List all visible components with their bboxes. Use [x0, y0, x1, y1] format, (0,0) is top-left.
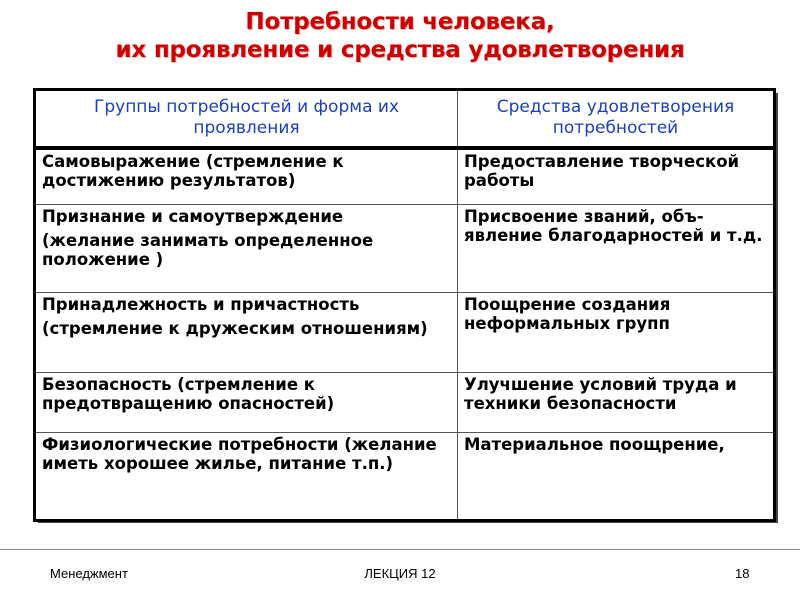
- need-text: Безопасность (стремление к предотвращению опасностей): [42, 375, 335, 413]
- table-row: [35, 148, 775, 205]
- need-description: (стремление к дружеским отношениям): [42, 319, 428, 338]
- header-needs-groups: Группы потребностей и форма их проявления: [35, 90, 458, 148]
- slide-title-line-2: их проявление и средства удовлетворения: [115, 37, 685, 63]
- means-cell: Присвоение званий, объ-явление благодарностей и т.д.: [458, 205, 775, 293]
- footer-divider: [0, 549, 800, 550]
- footer-course: Менеджмент: [50, 566, 128, 581]
- need-text: Физиологические потребности (желание иметь хорошее жилье, питание т.п.): [42, 435, 437, 473]
- need-cell: [35, 373, 458, 433]
- need-description: (желание занимать определенное положение ): [42, 231, 374, 269]
- needs-table-container: [33, 88, 773, 518]
- means-cell: Улучшение условий труда и техники безопасности: [458, 373, 775, 433]
- table-row: [35, 205, 775, 293]
- table-row: [35, 433, 775, 521]
- table-row: [35, 373, 775, 433]
- need-cell: [35, 293, 458, 373]
- means-cell: Предоставление творческой работы: [458, 148, 775, 205]
- slide-title: [0, 8, 800, 64]
- need-text: Признание и самоутверждение: [42, 207, 344, 226]
- means-cell: Поощрение создания неформальных групп: [458, 293, 775, 373]
- footer-lecture: ЛЕКЦИЯ 12: [364, 566, 436, 581]
- footer-page-number: 18: [735, 566, 750, 581]
- need-cell: [35, 205, 458, 293]
- table-row: [35, 293, 775, 373]
- header-satisfaction-means: Средства удовлетворения потребностей: [458, 90, 775, 148]
- need-cell: [35, 148, 458, 205]
- means-cell: Материальное поощрение,: [458, 433, 775, 521]
- slide-title-line-1: Потребности человека,: [245, 9, 555, 35]
- needs-table: [33, 88, 776, 522]
- table-header-row: [35, 90, 775, 148]
- need-text: Самовыражение (стремление к достижению результатов): [42, 151, 344, 190]
- need-text: Принадлежность и причастность: [42, 295, 360, 314]
- need-cell: [35, 433, 458, 521]
